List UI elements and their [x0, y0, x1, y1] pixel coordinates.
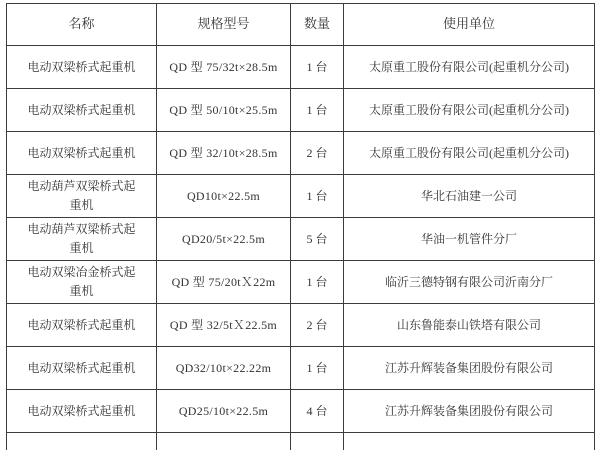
cell-qty: 1 台	[291, 261, 344, 304]
column-header-spec: 规格型号	[157, 4, 291, 46]
table-row	[7, 304, 595, 347]
cell-name: 电动双梁桥式起重机	[7, 390, 157, 433]
cell-name: 电动双梁桥式起重机	[7, 304, 157, 347]
cell-unit: 华油一机管件分厂	[344, 218, 595, 261]
cell-qty: 1 台	[291, 175, 344, 218]
cell-spec: QD 型 75/32t×28.5m	[157, 46, 291, 89]
cell-spec: QD10t×22.5m	[157, 175, 291, 218]
column-header-name: 名称	[7, 4, 157, 46]
cell-unit: 江苏升辉装备集团股份有限公司	[344, 347, 595, 390]
cell-name: 电动双梁冶金桥式起重机	[7, 261, 157, 304]
cell-name: 电动双梁桥式起重机	[7, 132, 157, 175]
cell-qty: 2 台	[291, 304, 344, 347]
cell-name: 电动双梁桥式起重机	[7, 46, 157, 89]
cell-name	[7, 433, 157, 450]
cell-name: 电动双梁桥式起重机	[7, 89, 157, 132]
cell-name: 电动双梁桥式起重机	[7, 347, 157, 390]
cell-unit: 临沂三德特钢有限公司沂南分厂	[344, 261, 595, 304]
cell-spec: QD 型 50/10t×25.5m	[157, 89, 291, 132]
cell-spec: QD 型 32/5tＸ22.5m	[157, 304, 291, 347]
table-row	[7, 89, 595, 132]
cell-qty: 5 台	[291, 218, 344, 261]
cell-unit: 江苏升辉装备集团股份有限公司	[344, 390, 595, 433]
cell-unit: 太原重工股份有限公司(起重机分公司)	[344, 46, 595, 89]
equipment-table	[6, 3, 595, 450]
table-row	[7, 132, 595, 175]
table-row	[7, 175, 595, 218]
cell-name: 电动葫芦双梁桥式起重机	[7, 218, 157, 261]
cell-qty: 1 台	[291, 46, 344, 89]
cell-unit: 太原重工股份有限公司(起重机分公司)	[344, 132, 595, 175]
cell-spec: QD 型 75/20tＸ22m	[157, 261, 291, 304]
table-row	[7, 261, 595, 304]
cell-qty: 1 台	[291, 347, 344, 390]
cell-spec: QD32/10t×22.22m	[157, 347, 291, 390]
table-row-empty	[7, 433, 595, 450]
cell-qty	[291, 433, 344, 450]
cell-qty: 2 台	[291, 132, 344, 175]
cell-name: 电动葫芦双梁桥式起重机	[7, 175, 157, 218]
cell-spec: QD25/10t×22.5m	[157, 390, 291, 433]
column-header-qty: 数量	[291, 4, 344, 46]
cell-unit: 山东鲁能泰山铁塔有限公司	[344, 304, 595, 347]
table-row	[7, 46, 595, 89]
cell-unit	[344, 433, 595, 450]
cell-unit: 太原重工股份有限公司(起重机分公司)	[344, 89, 595, 132]
column-header-unit: 使用单位	[344, 4, 595, 46]
cell-unit: 华北石油建一公司	[344, 175, 595, 218]
cell-spec: QD 型 32/10t×28.5m	[157, 132, 291, 175]
cell-qty: 4 台	[291, 390, 344, 433]
header-row	[7, 4, 595, 46]
cell-spec	[157, 433, 291, 450]
table-row	[7, 390, 595, 433]
cell-qty: 1 台	[291, 89, 344, 132]
cell-spec: QD20/5t×22.5m	[157, 218, 291, 261]
table-row	[7, 347, 595, 390]
table-row	[7, 218, 595, 261]
